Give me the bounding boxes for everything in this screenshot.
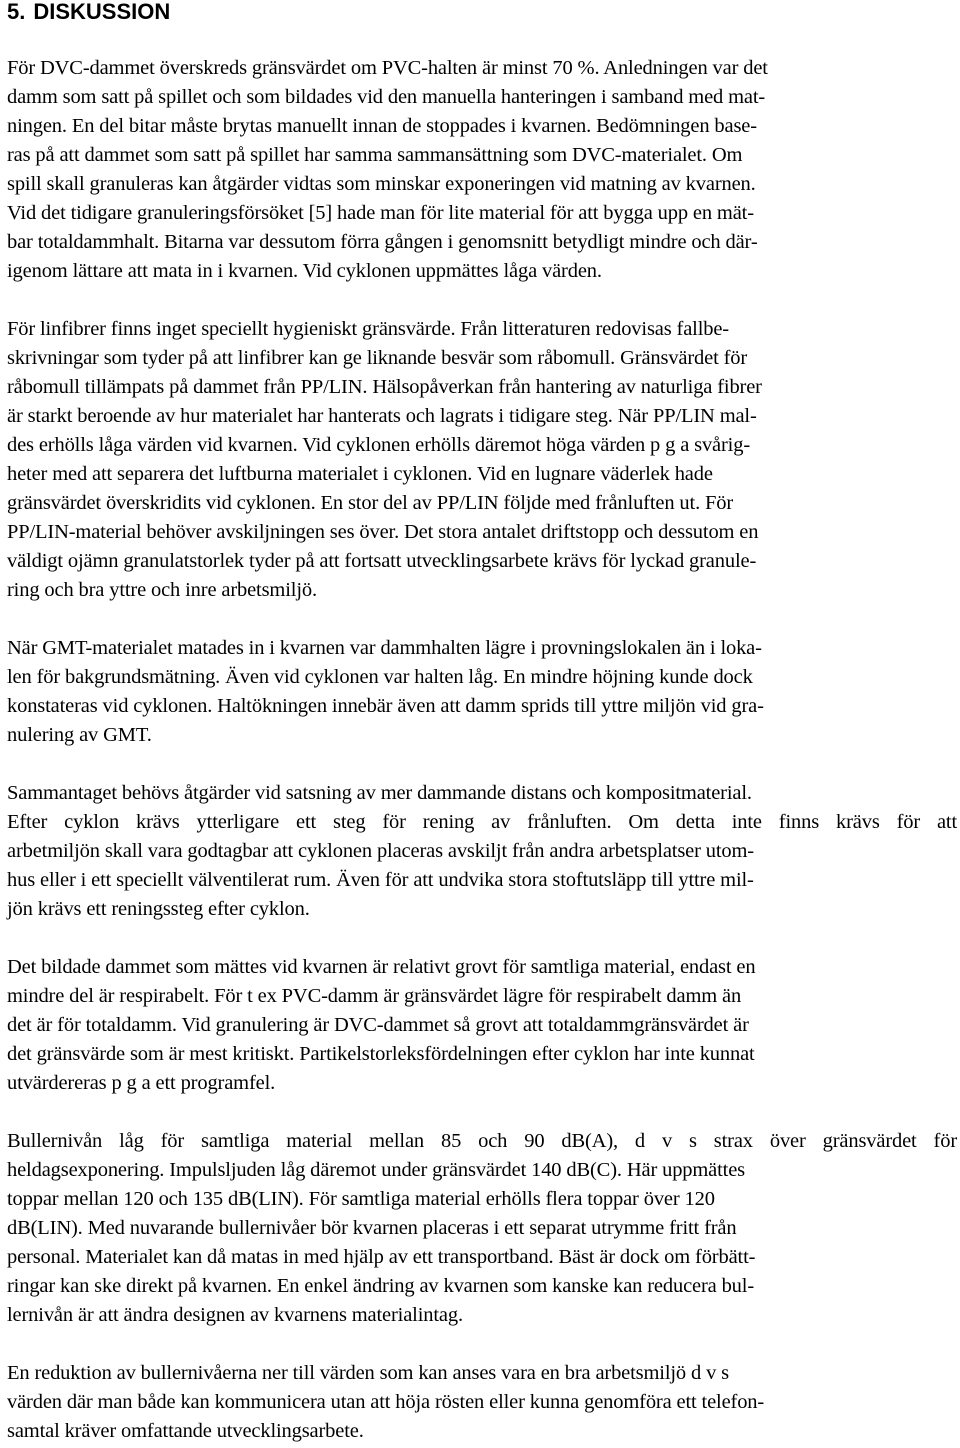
text-line: des erhölls låga värden vid kvarnen. Vid cyklonen erhölls däremot höga värden p g a svårig- [7, 434, 751, 456]
text-line: igenom lättare att mata in i kvarnen. Vid cyklonen uppmättes låga värden. [7, 260, 602, 282]
paragraph [7, 1127, 957, 1330]
paragraph [7, 953, 957, 1098]
text-line: råbomull tillämpats på dammet från PP/LIN. Hälsopåverkan från hantering av naturliga fibrer [7, 376, 762, 398]
text-line: skrivningar som tyder på att linfibrer kan ge liknande besvär som råbomull. Gränsvärdet för [7, 347, 748, 369]
section-title: DISKUSSION [33, 0, 171, 24]
text-line: heter med att separera det luftburna materialet i cyklonen. Vid en lugnare väderlek hade [7, 463, 713, 485]
text-line: gränsvärdet överskridits vid cyklonen. En stor del av PP/LIN följde med frånluften ut. För [7, 492, 734, 514]
text-line: För linfibrer finns inget speciellt hygieniskt gränsvärde. Från litteraturen redovisas fallbe- [7, 318, 729, 340]
text-line: värden där man både kan kommunicera utan att höja rösten eller kunna genomföra ett telefon- [7, 1391, 765, 1413]
text-line: Vid det tidigare granuleringsförsöket [5] hade man för lite material för att bygga upp en mät- [7, 202, 754, 224]
paragraph [7, 1359, 957, 1446]
text-line: När GMT-materialet matades in i kvarnen var dammhalten lägre i provningslokalen än i loka- [7, 637, 762, 659]
text-line: Efter cyklon krävs ytterligare ett steg för rening av frånluften. Om detta inte finns krävs för att [7, 811, 957, 833]
text-line: Sammantaget behövs åtgärder vid satsning av mer dammande distans och kompositmaterial. [7, 782, 752, 804]
paragraph [7, 779, 957, 924]
text-line: heldagsexponering. Impulsljuden låg däremot under gränsvärdet 140 dB(C). Här uppmättes [7, 1159, 746, 1181]
section-number: 5. [7, 0, 26, 24]
text-line: För DVC-dammet överskreds gränsvärdet om PVC-halten är minst 70 %. Anledningen var det [7, 57, 768, 79]
section-heading [7, 0, 957, 24]
text-line: konstateras vid cyklonen. Haltökningen innebär även att damm sprids till yttre miljön vid gra- [7, 695, 764, 717]
text-line: Bullernivån låg för samtliga material mellan 85 och 90 dB(A), d v s strax över gränsvärdet för [7, 1130, 957, 1152]
text-line: spill skall granuleras kan åtgärder vidtas som minskar exponeringen vid matning av kvarnen. [7, 173, 756, 195]
text-line: dB(LIN). Med nuvarande bullernivåer bör kvarnen placeras i ett separat utrymme fritt från [7, 1217, 737, 1239]
paragraph [7, 315, 957, 605]
text-line: mindre del är respirabelt. För t ex PVC-damm är gränsvärdet lägre för respirabelt damm än [7, 985, 742, 1007]
text-line: personal. Materialet kan då matas in med hjälp av ett transportband. Bäst är dock om förbätt- [7, 1246, 756, 1268]
text-line: ring och bra yttre och inre arbetsmiljö. [7, 579, 317, 601]
text-line: hus eller i ett speciellt välventilerat rum. Även för att undvika stora stoftutsläpp till yttre mil- [7, 869, 754, 891]
body-text [7, 54, 957, 1446]
text-line: nulering av GMT. [7, 724, 152, 746]
text-line: är starkt beroende av hur materialet har hanterats och lagrats i tidigare steg. När PP/LIN mal- [7, 405, 757, 427]
text-line: ringar kan ske direkt på kvarnen. En enkel ändring av kvarnen som kanske kan reducera bul- [7, 1275, 754, 1297]
text-line: PP/LIN-material behöver avskiljningen ses över. Det stora antalet driftstopp och dessutom en [7, 521, 759, 543]
text-line: En reduktion av bullernivåerna ner till värden som kan anses vara en bra arbetsmiljö d v s [7, 1362, 729, 1384]
text-line: det gränsvärde som är mest kritiskt. Partikelstorleksfördelningen efter cyklon har inte kunnat [7, 1043, 755, 1065]
text-line: Det bildade dammet som mättes vid kvarnen är relativt grovt för samtliga material, endast en [7, 956, 756, 978]
paragraph [7, 54, 957, 286]
text-line: len för bakgrundsmätning. Även vid cyklonen var halten låg. En mindre höjning kunde dock [7, 666, 753, 688]
text-line: toppar mellan 120 och 135 dB(LIN). För samtliga material erhölls flera toppar över 120 [7, 1188, 715, 1210]
text-line: utvärdereras p g a ett programfel. [7, 1072, 276, 1094]
text-line: ras på att dammet som satt på spillet har samma sammansättning som DVC-materialet. Om [7, 144, 743, 166]
text-line: damm som satt på spillet och som bildades vid den manuella hanteringen i samband med mat- [7, 86, 766, 108]
text-line: arbetmiljön skall vara godtagbar att cyklonen placeras avskiljt från andra arbetsplatser utom- [7, 840, 754, 862]
text-line: jön krävs ett reningssteg efter cyklon. [7, 898, 310, 920]
document-page [7, 0, 957, 1446]
text-line: samtal kräver omfattande utvecklingsarbete. [7, 1420, 364, 1442]
text-line: väldigt ojämn granulatstorlek tyder på att fortsatt utvecklingsarbete krävs för lyckad granule- [7, 550, 757, 572]
text-line: det är för totaldamm. Vid granulering är DVC-dammet så grovt att totaldammgränsvärdet är [7, 1014, 749, 1036]
paragraph [7, 634, 957, 750]
text-line: ningen. En del bitar måste brytas manuellt innan de stoppades i kvarnen. Bedömningen base- [7, 115, 757, 137]
text-line: lernivån är att ändra designen av kvarnens materialintag. [7, 1304, 463, 1326]
text-line: bar totaldammhalt. Bitarna var dessutom förra gången i genomsnitt betydligt mindre och där- [7, 231, 758, 253]
